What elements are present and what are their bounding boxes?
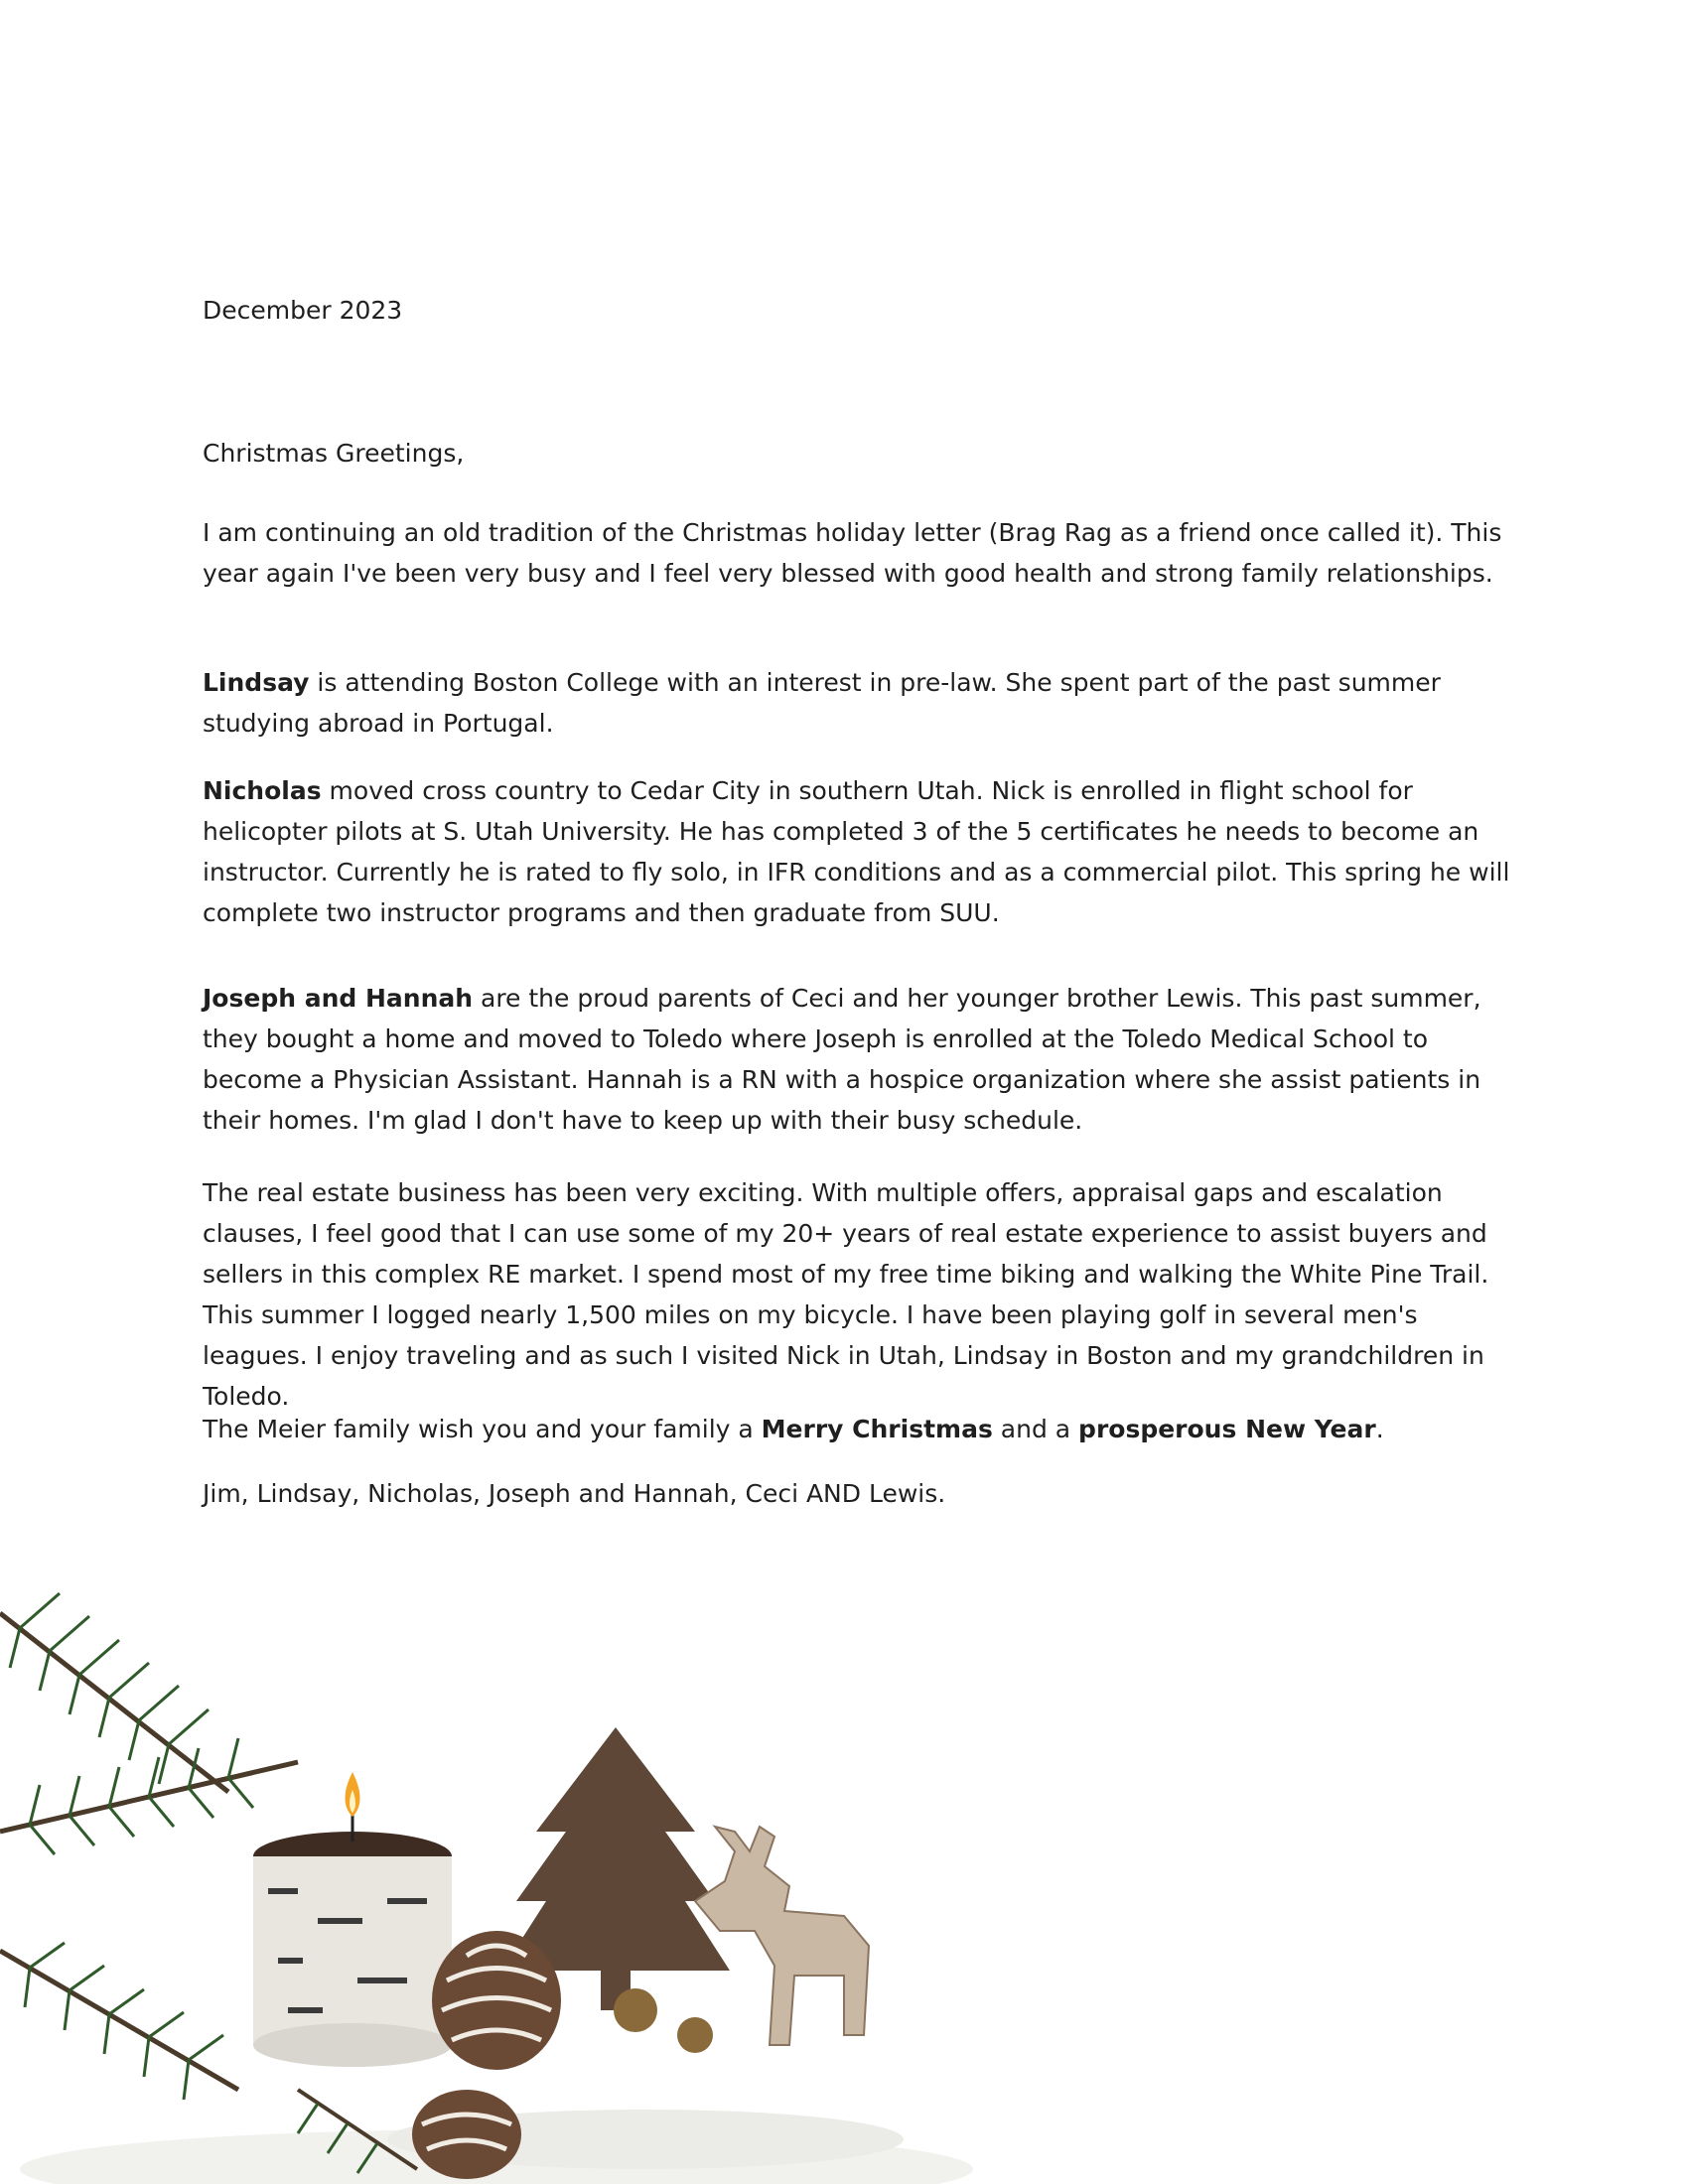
wish-part1: The Meier family wish you and your family a xyxy=(203,1415,762,1443)
candle-icon xyxy=(253,1772,452,2067)
joseph-hannah-name: Joseph and Hannah xyxy=(203,984,474,1013)
nicholas-paragraph xyxy=(203,770,1523,933)
joseph-hannah-paragraph xyxy=(203,978,1523,1141)
wish-new-year: prosperous New Year xyxy=(1078,1415,1376,1443)
lindsay-paragraph xyxy=(203,662,1523,744)
wish-part2: and a xyxy=(992,1415,1079,1443)
lindsay-text: is attending Boston College with an interest in pre-law. She spent part of the past summer studying abroad in Portugal. xyxy=(203,668,1441,738)
letter-date: December 2023 xyxy=(203,296,403,325)
letter-greeting: Christmas Greetings, xyxy=(203,439,465,468)
joseph-hannah-text: are the proud parents of Ceci and her younger brother Lewis. This past summer, they bought a home and moved to Toledo where Joseph is enrolled at the Toledo Medical School to become a Physician Assistant. Hannah is a RN with a hospice organization where she assist patients in their homes. I'm glad I don't have to keep up with their busy schedule. xyxy=(203,984,1481,1135)
business-paragraph: The real estate business has been very exciting. With multiple offers, appraisal gaps and escalation clauses, I feel good that I can use some of my 20+ years of real estate experience to assist buyers and sellers in this complex RE market. I spend most of my free time biking and walking the White Pine Trail. This summer I logged nearly 1,500 miles on my bicycle. I have been playing golf in several men's leagues. I enjoy traveling and as such I visited Nick in Utah, Lindsay in Boston and my grandchildren in Toledo. xyxy=(203,1178,1489,1411)
wish-merry-christmas: Merry Christmas xyxy=(761,1415,993,1443)
signoff: Jim, Lindsay, Nicholas, Joseph and Hannah, Ceci AND Lewis. xyxy=(203,1479,946,1508)
nicholas-text: moved cross country to Cedar City in southern Utah. Nick is enrolled in flight school for helicopter pilots at S. Utah University. He has completed 3 of the 5 certificates he needs to become an instructor. Currently he is rated to fly solo, in IFR conditions and as a commercial pilot. This spring he will complete two instructor programs and then graduate from SUU. xyxy=(203,776,1510,927)
wish-paragraph xyxy=(203,1409,1523,1449)
wish-part3: . xyxy=(1375,1415,1384,1443)
holiday-decoration xyxy=(0,1534,993,2184)
nicholas-name: Nicholas xyxy=(203,776,322,805)
lindsay-name: Lindsay xyxy=(203,668,310,697)
intro-paragraph: I am continuing an old tradition of the Christmas holiday letter (Brag Rag as a friend once called it). This year again I've been very busy and I feel very blessed with good health and strong family relationships. xyxy=(203,518,1502,588)
reindeer-icon xyxy=(695,1827,869,2045)
